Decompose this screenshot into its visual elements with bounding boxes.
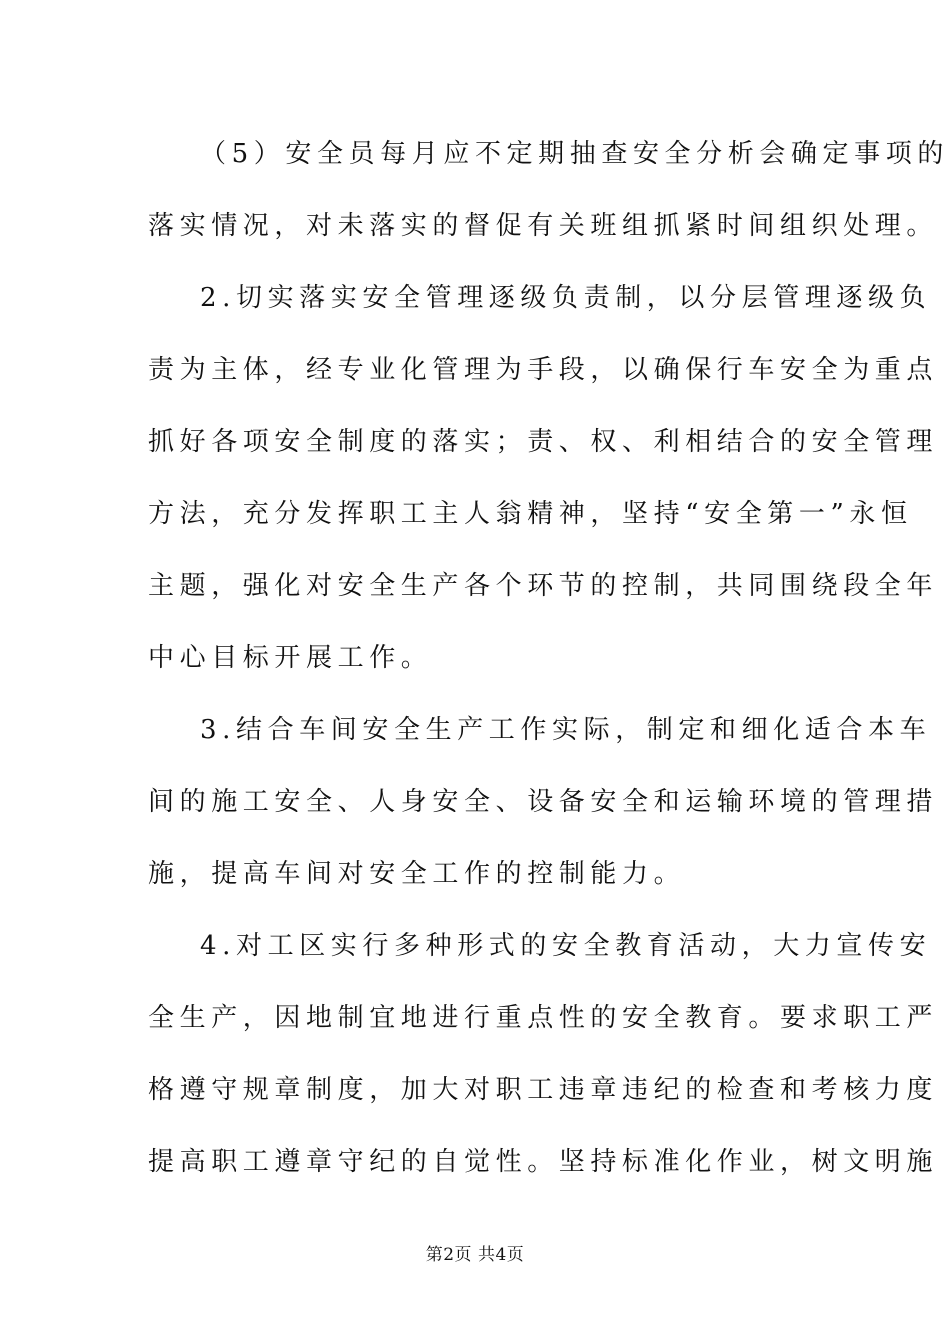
text-line: 落实情况，对未落实的督促有关班组抓紧时间组织处理。	[148, 211, 939, 241]
document-body	[148, 118, 949, 1198]
paragraph-4	[148, 910, 939, 1198]
text-line: 责为主体，经专业化管理为手段，以确保行车安全为重点	[148, 355, 939, 385]
page-number-footer: 第2页 共4页	[425, 1245, 525, 1265]
text-line: 间的施工安全、人身安全、设备安全和运输环境的管理措	[148, 787, 939, 817]
text-line: 中心目标开展工作。	[148, 643, 433, 673]
text-line: 施，提高车间对安全工作的控制能力。	[148, 859, 686, 889]
text-line: 提高职工遵章守纪的自觉性。坚持标准化作业，树文明施	[148, 1147, 939, 1177]
paragraph-2	[148, 262, 939, 694]
text-line: 3.结合车间安全生产工作实际，制定和细化适合本车	[200, 715, 932, 745]
text-line: （5）安全员每月应不定期抽查安全分析会确定事项的	[200, 139, 949, 169]
text-line: 格遵守规章制度，加大对职工违章违纪的检查和考核力度	[148, 1075, 939, 1105]
text-line: 2.切实落实安全管理逐级负责制，以分层管理逐级负	[200, 283, 932, 313]
text-line: 4.对工区实行多种形式的安全教育活动，大力宣传安	[200, 931, 932, 961]
text-line: 主题，强化对安全生产各个环节的控制，共同围绕段全年	[148, 571, 939, 601]
text-line: 全生产，因地制宜地进行重点性的安全教育。要求职工严	[148, 1003, 939, 1033]
paragraph-3	[148, 694, 939, 910]
text-line: 方法，充分发挥职工主人翁精神，坚持“安全第一”永恒	[148, 499, 913, 529]
paragraph-item-5	[148, 118, 949, 262]
text-line: 抓好各项安全制度的落实；责、权、利相结合的安全管理	[148, 427, 939, 457]
